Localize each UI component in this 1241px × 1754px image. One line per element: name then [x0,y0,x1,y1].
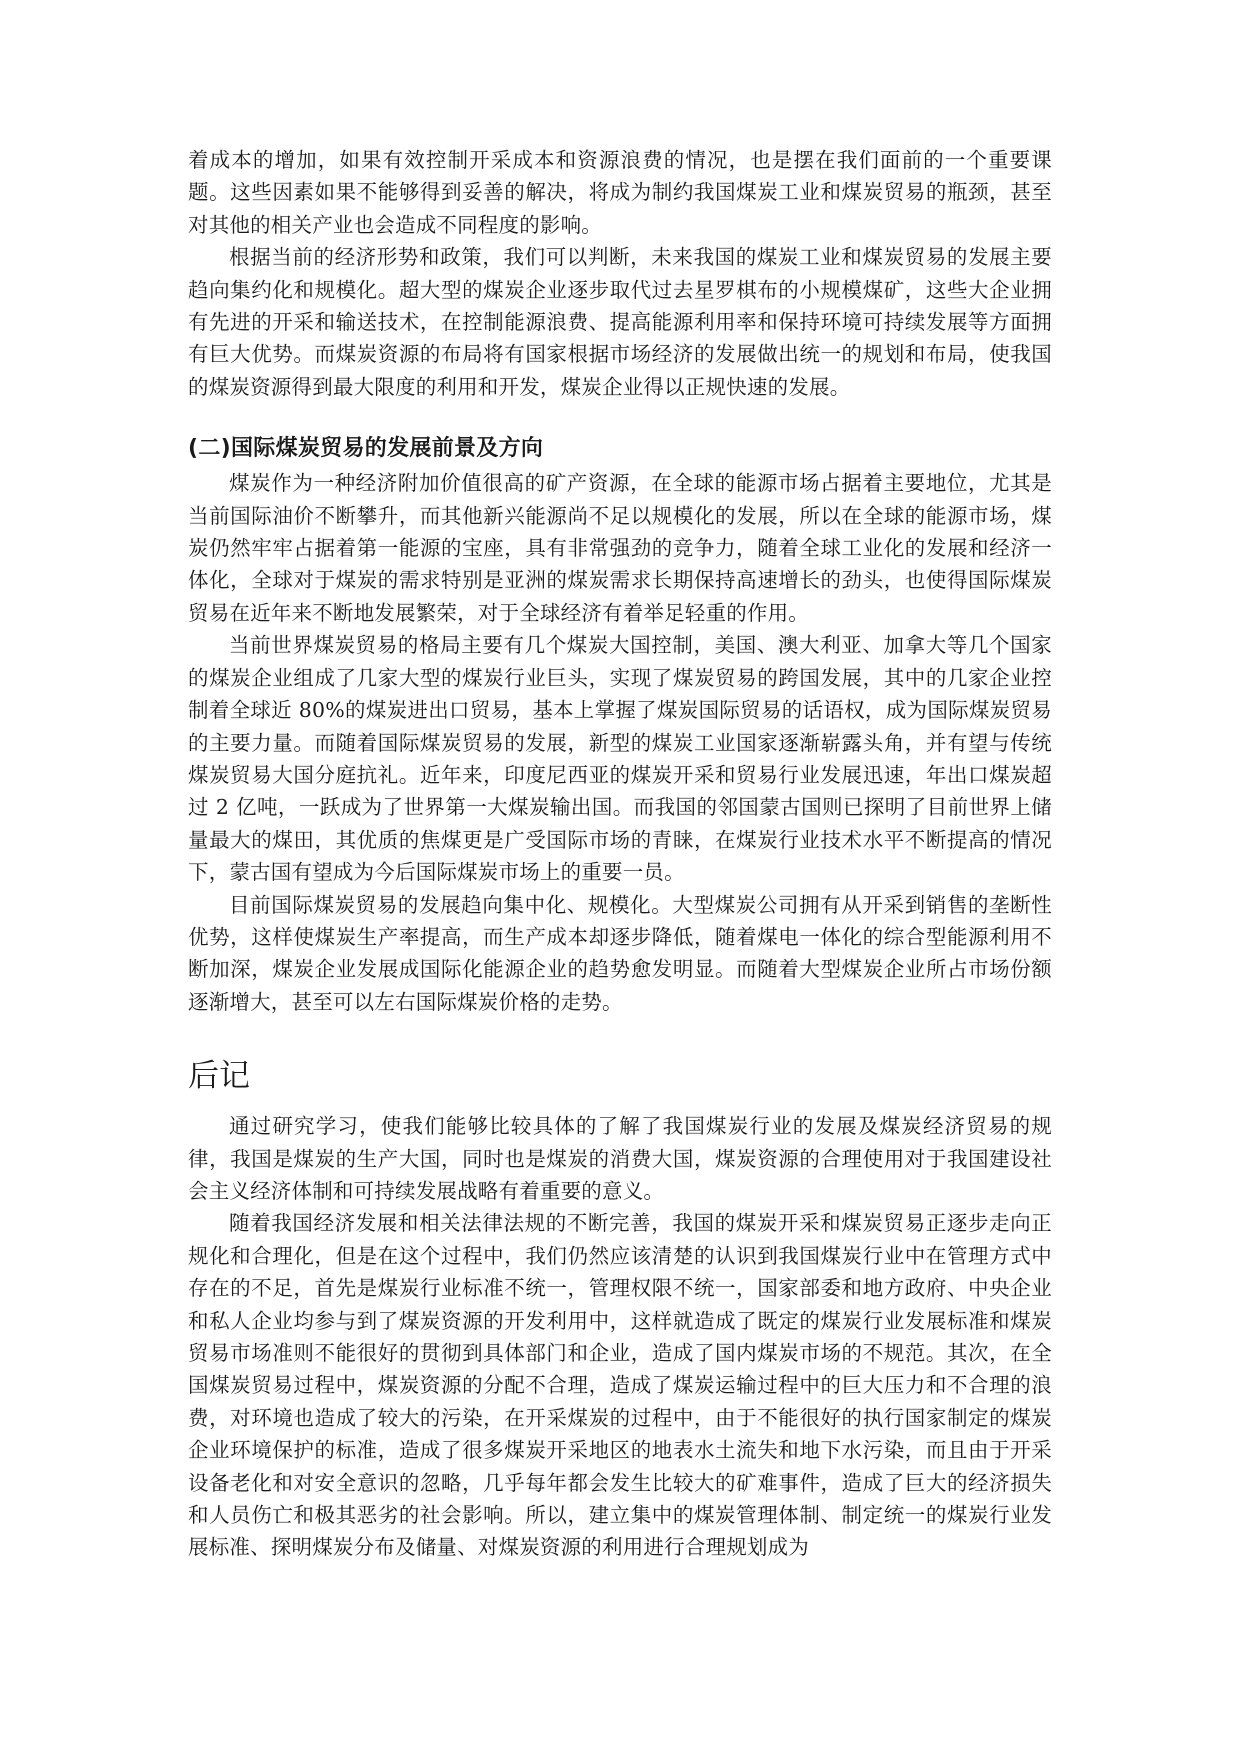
document-page [188,144,1052,1564]
section-heading-international-trade: (二)国际煤炭贸易的发展前景及方向 [188,436,544,462]
paragraph-coal-importance: 煤炭作为一种经济附加价值很高的矿产资源，在全球的能源市场占据着主要地位，尤其是当前国际油价不断攀升，而其他新兴能源尚不足以规模化的发展，所以在全球的能源市场，煤炭仍然牢牢占据着第一能源的宝座，具有非常强劲的竞争力，随着全球工业化的发展和经济一体化，全球对于煤炭的需求特别是亚洲的煤炭需求长期保持高速增长的劲头，也使得国际煤炭贸易在近年来不断地发展繁荣，对于全球经济有着举足轻重的作用。 [188,471,1052,625]
paragraph-continuation: 着成本的增加，如果有效控制开采成本和资源浪费的情况，也是摆在我们面前的一个重要课题。这些因素如果不能够得到妥善的解决，将成为制约我国煤炭工业和煤炭贸易的瓶颈，甚至对其他的相关产业也会造成不同程度的影响。 [188,148,1052,237]
paragraph-afterword-intro: 通过研究学习，使我们能够比较具体的了解了我国煤炭行业的发展及煤炭经济贸易的规律，我国是煤炭的生产大国，同时也是煤炭的消费大国，煤炭资源的合理使用对于我国建设社会主义经济体制和可持续发展战略有着重要的意义。 [188,1114,1052,1203]
afterword-heading: 后记 [188,1058,250,1095]
paragraph-domestic-trend: 根据当前的经济形势和政策，我们可以判断，未来我国的煤炭工业和煤炭贸易的发展主要趋向集约化和规模化。超大型的煤炭企业逐步取代过去星罗棋布的小规模煤矿，这些大企业拥有先进的开采和输送技术，在控制能源浪费、提高能源利用率和保持环境可持续发展等方面拥有巨大优势。而煤炭资源的布局将有国家根据市场经济的发展做出统一的规划和布局，使我国的煤炭资源得到最大限度的利用和开发，煤炭企业得以正规快速的发展。 [188,245,1052,399]
paragraph-afterword-issues: 随着我国经济发展和相关法律法规的不断完善，我国的煤炭开采和煤炭贸易正逐步走向正规化和合理化，但是在这个过程中，我们仍然应该清楚的认识到我国煤炭行业中在管理方式中存在的不足，首先是煤炭行业标准不统一，管理权限不统一，国家部委和地方政府、中央企业和私人企业均参与到了煤炭资源的开发利用中，这样就造成了既定的煤炭行业发展标准和煤炭贸易市场准则不能很好的贯彻到具体部门和企业，造成了国内煤炭市场的不规范。其次，在全国煤炭贸易过程中，煤炭资源的分配不合理，造成了煤炭运输过程中的巨大压力和不合理的浪费，对环境也造成了较大的污染，在开采煤炭的过程中，由于不能很好的执行国家制定的煤炭企业环境保护的标准，造成了很多煤炭开采地区的地表水土流失和地下水污染，而且由于开采设备老化和对安全意识的忽略，几乎每年都会发生比较大的矿难事件，造成了巨大的经济损失和人员伤亡和极其恶劣的社会影响。所以，建立集中的煤炭管理体制、制定统一的煤炭行业发展标准、探明煤炭分布及储量、对煤炭资源的利用进行合理规划成为 [188,1211,1052,1560]
paragraph-concentration-trend: 目前国际煤炭贸易的发展趋向集中化、规模化。大型煤炭公司拥有从开采到销售的垄断性优势，这样使煤炭生产率提高，而生产成本却逐步降低，随着煤电一体化的综合型能源利用不断加深，煤炭企业发展成国际化能源企业的趋势愈发明显。而随着大型煤炭企业所占市场份额逐渐增大，甚至可以左右国际煤炭价格的走势。 [188,892,1052,1014]
paragraph-trade-pattern: 当前世界煤炭贸易的格局主要有几个煤炭大国控制，美国、澳大利亚、加拿大等几个国家的煤炭企业组成了几家大型的煤炭行业巨头，实现了煤炭贸易的跨国发展，其中的几家企业控制着全球近 80%的煤炭进出口贸易，基本上掌握了煤炭国际贸易的话语权，成为国际煤炭贸易的主要力量。而随着国际煤炭贸易的发展，新型的煤炭工业国家逐渐崭露头角，并有望与传统煤炭贸易大国分庭抗礼。近年来，印度尼西亚的煤炭开采和贸易行业发展迅速，年出口煤炭超过 2 亿吨，一跃成为了世界第一大煤炭输出国。而我国的邻国蒙古国则已探明了目前世界上储量最大的煤田，其优质的焦煤更是广受国际市场的青睐，在煤炭行业技术水平不断提高的情况下，蒙古国有望成为今后国际煤炭市场上的重要一员。 [188,633,1052,885]
